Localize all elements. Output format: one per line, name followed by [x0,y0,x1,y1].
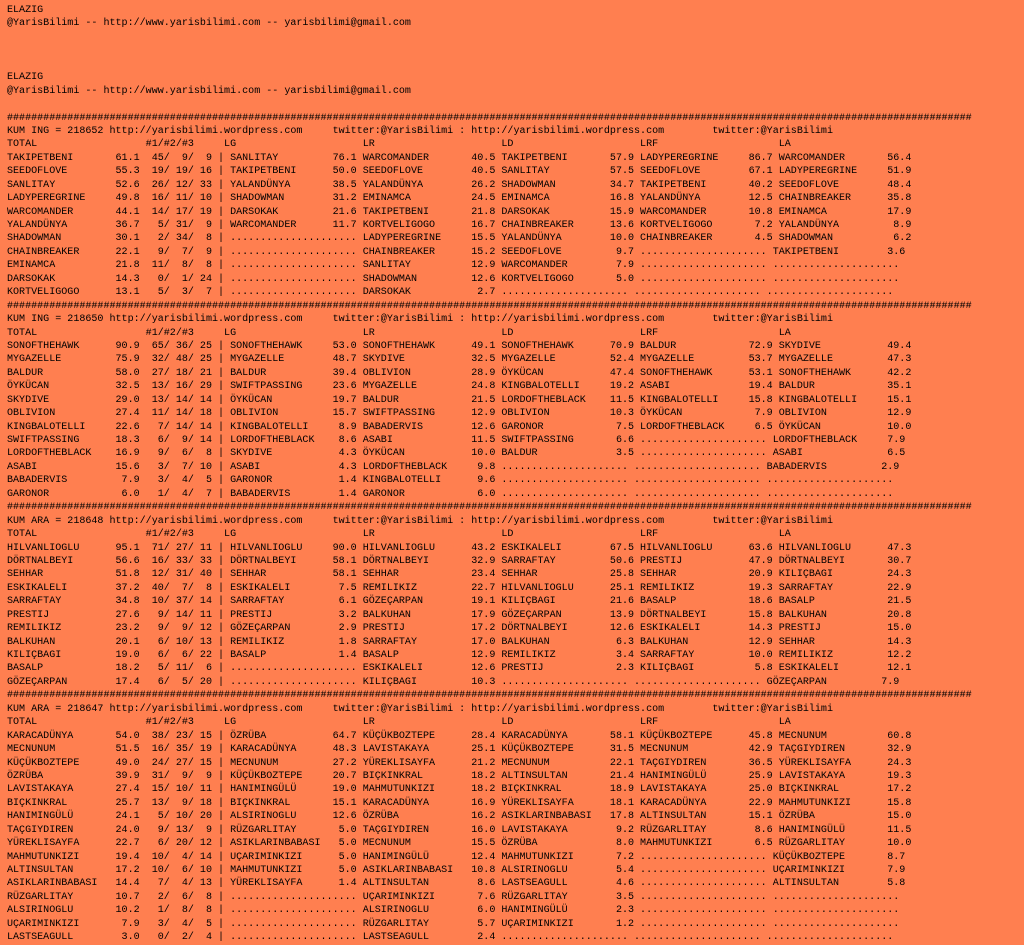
text-line: @YarisBilimi -- http://www.yarisbilimi.com -- yarisbilimi@gmail.com [7,18,411,30]
section-divider: ################################################################################################################################################################ [7,300,972,312]
table-row: ALTINSULTAN 17.2 10/ 6/ 10 | MAHMUTUNKIZI 5.0 ASIKLARINBABASI 10.8 ALSIRINOGLU 5.4 ..................... UÇARIMINKIZI 7.9 [7,865,906,876]
table-row: SWIFTPASSING 18.3 6/ 9/ 14 | LORDOFTHEBLACK 8.6 ASABI 11.5 SWIFTPASSING 6.6 ..................... LORDOFTHEBLACK 7.9 [7,435,906,446]
table-row: MYGAZELLE 75.9 32/ 48/ 25 | MYGAZELLE 48.7 SKYDIVE 32.5 MYGAZELLE 52.4 MYGAZELLE 53.7 MYGAZELLE 47.3 [7,354,912,366]
table-row: SEHHAR 51.8 12/ 31/ 40 | SEHHAR 58.1 SEHHAR 23.4 SEHHAR 25.8 SEHHAR 20.9 KILIÇBAGI 24.3 [7,569,912,581]
table-row: TAKIPETBENI 61.1 45/ 9/ 9 | SANLITAY 76.1 WARCOMANDER 40.5 TAKIPETBENI 57.9 LADYPEREGRINE 86.7 WARCOMANDER 56.4 [7,152,912,164]
table-row: LADYPEREGRINE 49.8 16/ 11/ 10 | SHADOWMAN 31.2 EMINAMCA 24.5 EMINAMCA 16.8 YALANDÜNYA 12.5 CHAINBREAKER 35.8 [7,193,912,205]
table-row: KÜÇÜKBOZTEPE 49.0 24/ 27/ 15 | MECNUNUM 27.2 YÜREKLISAYFA 21.2 MECNUNUM 22.1 TAÇGIYDIREN 36.5 YÜREKLISAYFA 24.3 [7,757,912,769]
table-row: SKYDIVE 29.0 13/ 14/ 14 | ÖYKÜCAN 19.7 BALDUR 21.5 LORDOFTHEBLACK 11.5 KINGBALOTELLI 15.8 KINGBALOTELLI 15.1 [7,394,912,406]
table-row: SONOFTHEHAWK 90.9 65/ 36/ 25 | SONOFTHEHAWK 53.0 SONOFTHEHAWK 49.1 SONOFTHEHAWK 70.9 BALDUR 72.9 SKYDIVE 49.4 [7,340,912,352]
table-row: ALSIRINOGLU 10.2 1/ 8/ 8 | ..................... ALSIRINOGLU 6.0 HANIMINGÜLÜ 2.3 ..................... ..................... [7,905,900,917]
table-row: ASIKLARINBABASI 14.4 7/ 4/ 13 | YÜREKLISAYFA 1.4 ALTINSULTAN 8.6 LASTSEAGULL 4.6 ..................... ALTINSULTAN 5.8 [7,878,906,890]
column-header: TOTAL #1/#2/#3 LG LR LD LRF LA [7,717,791,729]
table-row: SEEDOFLOVE 55.3 19/ 19/ 16 | TAKIPETBENI 50.0 SEEDOFLOVE 40.5 SANLITAY 57.5 SEEDOFLOVE 67.1 LADYPEREGRINE 51.9 [7,166,912,178]
table-row: GARONOR 6.0 1/ 4/ 7 | BABADERVIS 1.4 GARONOR 6.0 ..................... ..................... ..................... [7,488,894,500]
table-row: WARCOMANDER 44.1 14/ 17/ 19 | DARSOKAK 21.6 TAKIPETBENI 21.8 DARSOKAK 15.9 WARCOMANDER 10.8 EMINAMCA 17.9 [7,206,912,218]
race-header: KUM ARA = 218648 http://yarisbilimi.wordpress.com twitter:@YarisBilimi : http://yarisbilimi.wordpress.com twitter:@YarisBilimi [7,515,833,527]
table-row: KARACADÜNYA 54.0 38/ 23/ 15 | ÖZRÜBA 64.7 KÜÇÜKBOZTEPE 28.4 KARACADÜNYA 58.1 KÜÇÜKBOZTEPE 45.8 MECNUNUM 60.8 [7,730,912,742]
table-row: DARSOKAK 14.3 0/ 1/ 24 | ..................... SHADOWMAN 12.6 KORTVELIGOGO 5.0 ..................... ..................... [7,273,900,285]
race-header: KUM ARA = 218647 http://yarisbilimi.wordpress.com twitter:@YarisBilimi : http://yarisbilimi.wordpress.com twitter:@YarisBilimi [7,703,833,715]
table-row: ÖYKÜCAN 32.5 13/ 16/ 29 | SWIFTPASSING 23.6 MYGAZELLE 24.8 KINGBALOTELLI 19.2 ASABI 19.4 BALDUR 35.1 [7,381,912,393]
blank-line [7,31,972,44]
table-row: ÖZRÜBA 39.9 31/ 9/ 9 | KÜÇÜKBOZTEPE 20.7 BIÇKINKRAL 18.2 ALTINSULTAN 21.4 HANIMINGÜLÜ 25.9 LAVISTAKAYA 19.3 [7,770,912,782]
column-header: TOTAL #1/#2/#3 LG LR LD LRF LA [7,139,791,151]
text-line: ELAZIG [7,5,44,16]
table-row: HILVANLIOGLU 95.1 71/ 27/ 11 | HILVANLIOGLU 90.0 HILVANLIOGLU 43.2 ESKIKALELI 67.5 HILVANLIOGLU 63.6 HILVANLIOGLU 47.3 [7,542,912,554]
table-row: UÇARIMINKIZI 7.9 3/ 4/ 5 | ..................... RÜZGARLITAY 5.7 UÇARIMINKIZI 1.2 ..................... ..................... [7,918,900,930]
race-header: KUM ING = 218650 http://yarisbilimi.wordpress.com twitter:@YarisBilimi : http://yarisbilimi.wordpress.com twitter:@YarisBilimi [7,314,833,326]
section-divider: ################################################################################################################################################################ [7,690,972,702]
blank-line [7,98,972,111]
table-row: SANLITAY 52.6 26/ 12/ 33 | YALANDÜNYA 38.5 YALANDÜNYA 26.2 SHADOWMAN 34.7 TAKIPETBENI 40.2 SEEDOFLOVE 48.4 [7,179,912,191]
table-row: BALDUR 58.0 27/ 18/ 21 | BALDUR 39.4 OBLIVION 28.9 ÖYKÜCAN 47.4 SONOFTHEHAWK 53.1 SONOFTHEHAWK 42.2 [7,367,912,379]
table-row: HANIMINGÜLÜ 24.1 5/ 10/ 20 | ALSIRINOGLU 12.6 ÖZRÜBA 16.2 ASIKLARINBABASI 17.8 ALTINSULTAN 15.1 ÖZRÜBA 15.0 [7,811,912,823]
table-row: OBLIVION 27.4 11/ 14/ 18 | OBLIVION 15.7 SWIFTPASSING 12.9 OBLIVION 10.3 ÖYKÜCAN 7.9 OBLIVION 12.9 [7,408,912,420]
table-row: BIÇKINKRAL 25.7 13/ 9/ 18 | BIÇKINKRAL 15.1 KARACADÜNYA 16.9 YÜREKLISAYFA 18.1 KARACADÜNYA 22.9 MAHMUTUNKIZI 15.8 [7,797,912,809]
table-row: KINGBALOTELLI 22.6 7/ 14/ 14 | KINGBALOTELLI 8.9 BABADERVIS 12.6 GARONOR 7.5 LORDOFTHEBLACK 6.5 ÖYKÜCAN 10.0 [7,421,912,433]
table-row: DÖRTNALBEYI 56.6 16/ 33/ 33 | DÖRTNALBEYI 58.1 DÖRTNALBEYI 32.9 SARRAFTAY 50.6 PRESTIJ 47.9 DÖRTNALBEYI 30.7 [7,555,912,567]
table-row: ASABI 15.6 3/ 7/ 10 | ASABI 4.3 LORDOFTHEBLACK 9.8 ..................... ..................... BABADERVIS 2.9 [7,461,900,473]
table-row: SHADOWMAN 30.1 2/ 34/ 8 | ..................... LADYPEREGRINE 15.5 YALANDÜNYA 10.0 CHAINBREAKER 4.5 SHADOWMAN 6.2 [7,233,912,245]
table-row: PRESTIJ 27.6 9/ 14/ 11 | PRESTIJ 3.2 BALKUHAN 17.9 GÖZEÇARPAN 13.9 DÖRTNALBEYI 15.8 BALKUHAN 20.8 [7,609,912,621]
table-row: LORDOFTHEBLACK 16.9 9/ 6/ 8 | SKYDIVE 4.3 ÖYKÜCAN 10.0 BALDUR 3.5 ..................... ASABI 6.5 [7,448,906,460]
column-header: TOTAL #1/#2/#3 LG LR LD LRF LA [7,529,791,541]
table-row: MAHMUTUNKIZI 19.4 10/ 4/ 14 | UÇARIMINKIZI 5.0 HANIMINGÜLÜ 12.4 MAHMUTUNKIZI 7.2 ..................... KÜÇÜKBOZTEPE 8.7 [7,851,906,863]
blank-line [7,44,972,57]
table-row: LAVISTAKAYA 27.4 15/ 10/ 11 | HANIMINGÜLÜ 19.0 MAHMUTUNKIZI 18.2 BIÇKINKRAL 18.9 LAVISTAKAYA 25.0 BIÇKINKRAL 17.2 [7,784,912,796]
text-line: @YarisBilimi -- http://www.yarisbilimi.com -- yarisbilimi@gmail.com [7,85,411,97]
section-divider: ################################################################################################################################################################ [7,112,972,124]
table-row: TAÇGIYDIREN 24.0 9/ 13/ 9 | RÜZGARLITAY 5.0 TAÇGIYDIREN 16.0 LAVISTAKAYA 9.2 RÜZGARLITAY 8.6 HANIMINGÜLÜ 11.5 [7,824,912,836]
table-row: BASALP 18.2 5/ 11/ 6 | ..................... ESKIKALELI 12.6 PRESTIJ 2.3 KILIÇBAGI 5.8 ESKIKALELI 12.1 [7,663,912,675]
table-row: EMINAMCA 21.8 11/ 8/ 8 | ..................... SANLITAY 12.9 WARCOMANDER 7.9 ..................... ..................... [7,260,900,272]
table-row: GÖZEÇARPAN 17.4 6/ 5/ 20 | ..................... KILIÇBAGI 10.3 ..................... ..................... GÖZEÇARPAN 7.9 [7,676,900,688]
text-line: ELAZIG [7,72,44,84]
table-row: YALANDÜNYA 36.7 5/ 31/ 9 | WARCOMANDER 11.7 KORTVELIGOGO 16.7 CHAINBREAKER 13.6 KORTVELIGOGO 7.2 YALANDÜNYA 8.9 [7,220,912,231]
table-row: BABADERVIS 7.9 3/ 4/ 5 | GARONOR 1.4 KINGBALOTELLI 9.6 ..................... ..................... ..................... [7,475,894,487]
table-row: RÜZGARLITAY 10.7 2/ 6/ 8 | ..................... UÇARIMINKIZI 7.6 RÜZGARLITAY 3.5 ..................... ..................... [7,891,900,903]
blank-line [7,58,972,71]
column-header: TOTAL #1/#2/#3 LG LR LD LRF LA [7,327,791,339]
table-row: KORTVELIGOGO 13.1 5/ 3/ 7 | ..................... DARSOKAK 2.7 ..................... ..................... ..................... [7,287,894,299]
race-header: KUM ING = 218652 http://yarisbilimi.wordpress.com twitter:@YarisBilimi : http://yarisbilimi.wordpress.com twitter:@YarisBilimi [7,125,833,137]
table-row: YÜREKLISAYFA 22.7 6/ 20/ 12 | ASIKLARINBABASI 5.0 MECNUNUM 15.5 ÖZRÜBA 8.0 MAHMUTUNKIZI 6.5 RÜZGARLITAY 10.0 [7,838,912,850]
table-row: BALKUHAN 20.1 6/ 10/ 13 | REMILIKIZ 1.8 SARRAFTAY 17.0 BALKUHAN 6.3 BALKUHAN 12.9 SEHHAR 14.3 [7,636,912,648]
table-row: LASTSEAGULL 3.0 0/ 2/ 4 | ..................... LASTSEAGULL 2.4 ..................... ..................... ..................... [7,932,894,944]
table-row: KILIÇBAGI 19.0 6/ 6/ 22 | BASALP 1.4 BASALP 12.9 REMILIKIZ 3.4 SARRAFTAY 10.0 REMILIKIZ 12.2 [7,650,912,661]
table-row: MECNUNUM 51.5 16/ 35/ 19 | KARACADÜNYA 48.3 LAVISTAKAYA 25.1 KÜÇÜKBOZTEPE 31.5 MECNUNUM 42.9 TAÇGIYDIREN 32.9 [7,744,912,756]
table-row: ESKIKALELI 37.2 40/ 7/ 8 | ESKIKALELI 7.5 REMILIKIZ 22.7 HILVANLIOGLU 25.1 REMILIKIZ 19.3 SARRAFTAY 22.9 [7,582,912,594]
table-row: REMILIKIZ 23.2 9/ 9/ 12 | GÖZEÇARPAN 2.9 PRESTIJ 17.2 DÖRTNALBEYI 12.6 ESKIKALELI 14.3 PRESTIJ 15.0 [7,623,912,635]
race-report-document [7,4,972,945]
section-divider: ################################################################################################################################################################ [7,502,972,514]
table-row: SARRAFTAY 34.8 10/ 37/ 14 | SARRAFTAY 6.1 GÖZEÇARPAN 19.1 KILIÇBAGI 21.6 BASALP 18.6 BASALP 21.5 [7,596,912,608]
table-row: CHAINBREAKER 22.1 9/ 7/ 9 | ..................... CHAINBREAKER 15.2 SEEDOFLOVE 9.7 ..................... TAKIPETBENI 3.6 [7,246,906,258]
